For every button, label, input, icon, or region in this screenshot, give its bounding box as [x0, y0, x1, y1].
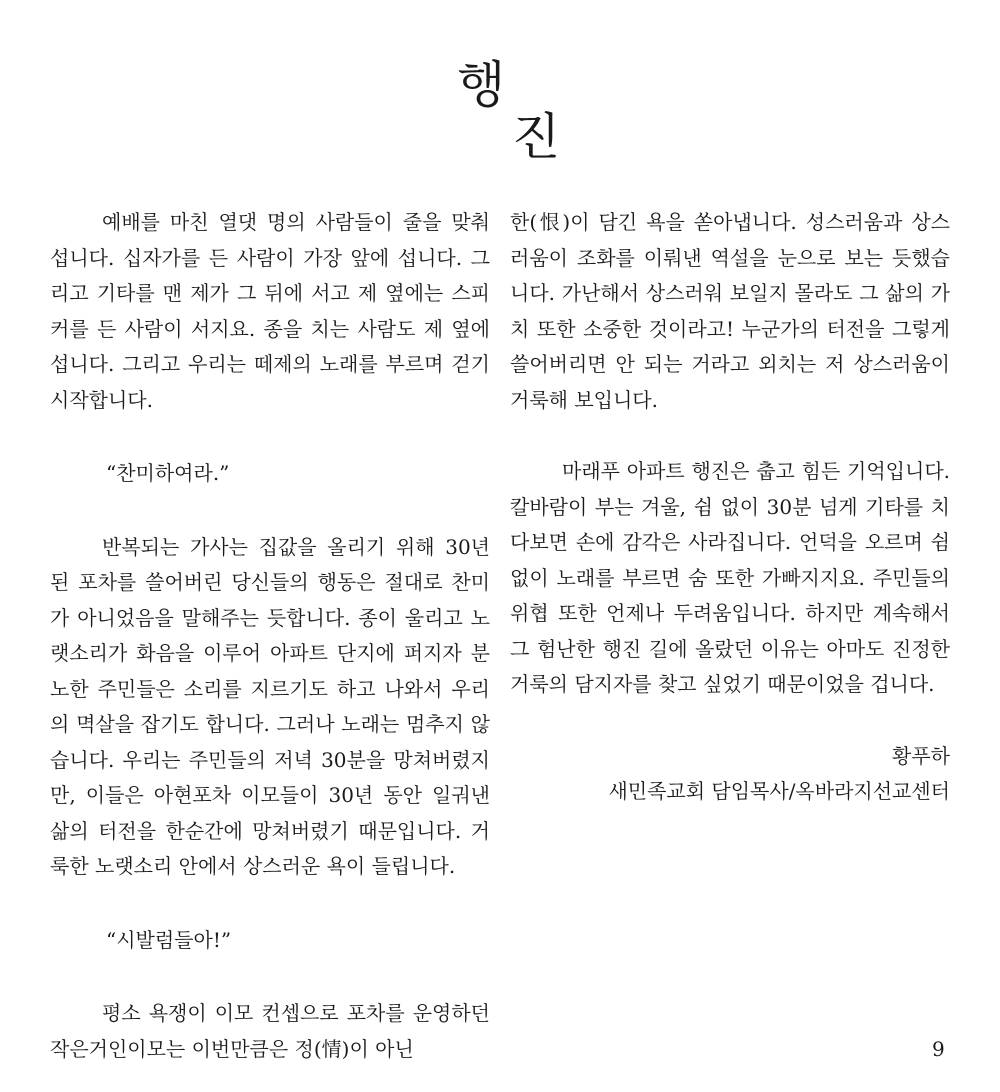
paragraph: 예배를 마친 열댓 명의 사람들이 줄을 맞춰 섭니다. 십자가를 든 사람이 가장 앞에 섭니다. 그리고 기타를 맨 제가 그 뒤에 서고 제 옆에는 스피커를 든 사람이 서지요. 종을 치는 사람도 제 옆에 섭니다. 그리고 우리는 떼제의 노래를 부르며 걷기 시작합니다. — [50, 210, 490, 412]
paragraph: 반복되는 가사는 집값을 올리기 위해 30년 된 포차를 쓸어버린 당신들의 행동은 절대로 찬미가 아니었음을 말해주는 듯합니다. 종이 울리고 노랫소리가 화음을 이루어 아파트 단지에 퍼지자 분노한 주민들은 소리를 지르기도 하고 나와서 우리의 멱살을 잡기도 합니다. 그러나 노래는 멈추지 않습니다. 우리는 주민들의 저녁 30분을 망쳐버렸지만, 이들은 아현포차 이모들이 30년 동안 일궈낸 삶의 터전을 한순간에 망쳐버렸기 때문입니다. 거룩한 노랫소리 안에서 상스러운 욕이 들립니다. — [50, 534, 490, 878]
quote: “시발럼들아!” — [106, 927, 232, 952]
author-name: 황푸하 — [892, 743, 950, 768]
quote: “찬미하여라.” — [106, 461, 230, 485]
left-column — [50, 205, 490, 1067]
author-affiliation: 새민족교회 담임목사/옥바라지선교센터 — [608, 779, 950, 803]
page-number: 9 — [932, 1037, 945, 1061]
title-line-2: 진 — [512, 108, 561, 166]
right-column — [510, 205, 950, 810]
paragraph: 평소 욕쟁이 이모 컨셉으로 포차를 운영하던 작은거인이모는 이번만큼은 정(情)이 아닌 — [50, 1001, 490, 1061]
paragraph: 마래푸 아파트 행진은 춥고 힘든 기억입니다. 칼바람이 부는 겨울, 쉼 없이 30분 넘게 기타를 치다보면 손에 감각은 사라집니다. 언덕을 오르며 쉼 없이 노래를 부르면 숨 또한 가빠지지요. 주민들의 위협 또한 언제나 두려움입니다. 하지만 계속해서 그 험난한 행진 길에 올랐던 이유는 아마도 진정한 거룩의 담지자를 찾고 싶었기 때문이었을 겁니다. — [510, 459, 950, 696]
paragraph: 한(恨)이 담긴 욕을 쏟아냅니다. 성스러움과 상스러움이 조화를 이뤄낸 역설을 눈으로 보는 듯했습니다. 가난해서 상스러워 보일지 몰라도 그 삶의 가치 또한 소중한 것이라고! 누군가의 터전을 그렇게 쓸어버리면 안 되는 거라고 외치는 저 상스러움이 거룩해 보입니다. — [510, 210, 950, 412]
title-line-1: 행 — [457, 56, 506, 114]
